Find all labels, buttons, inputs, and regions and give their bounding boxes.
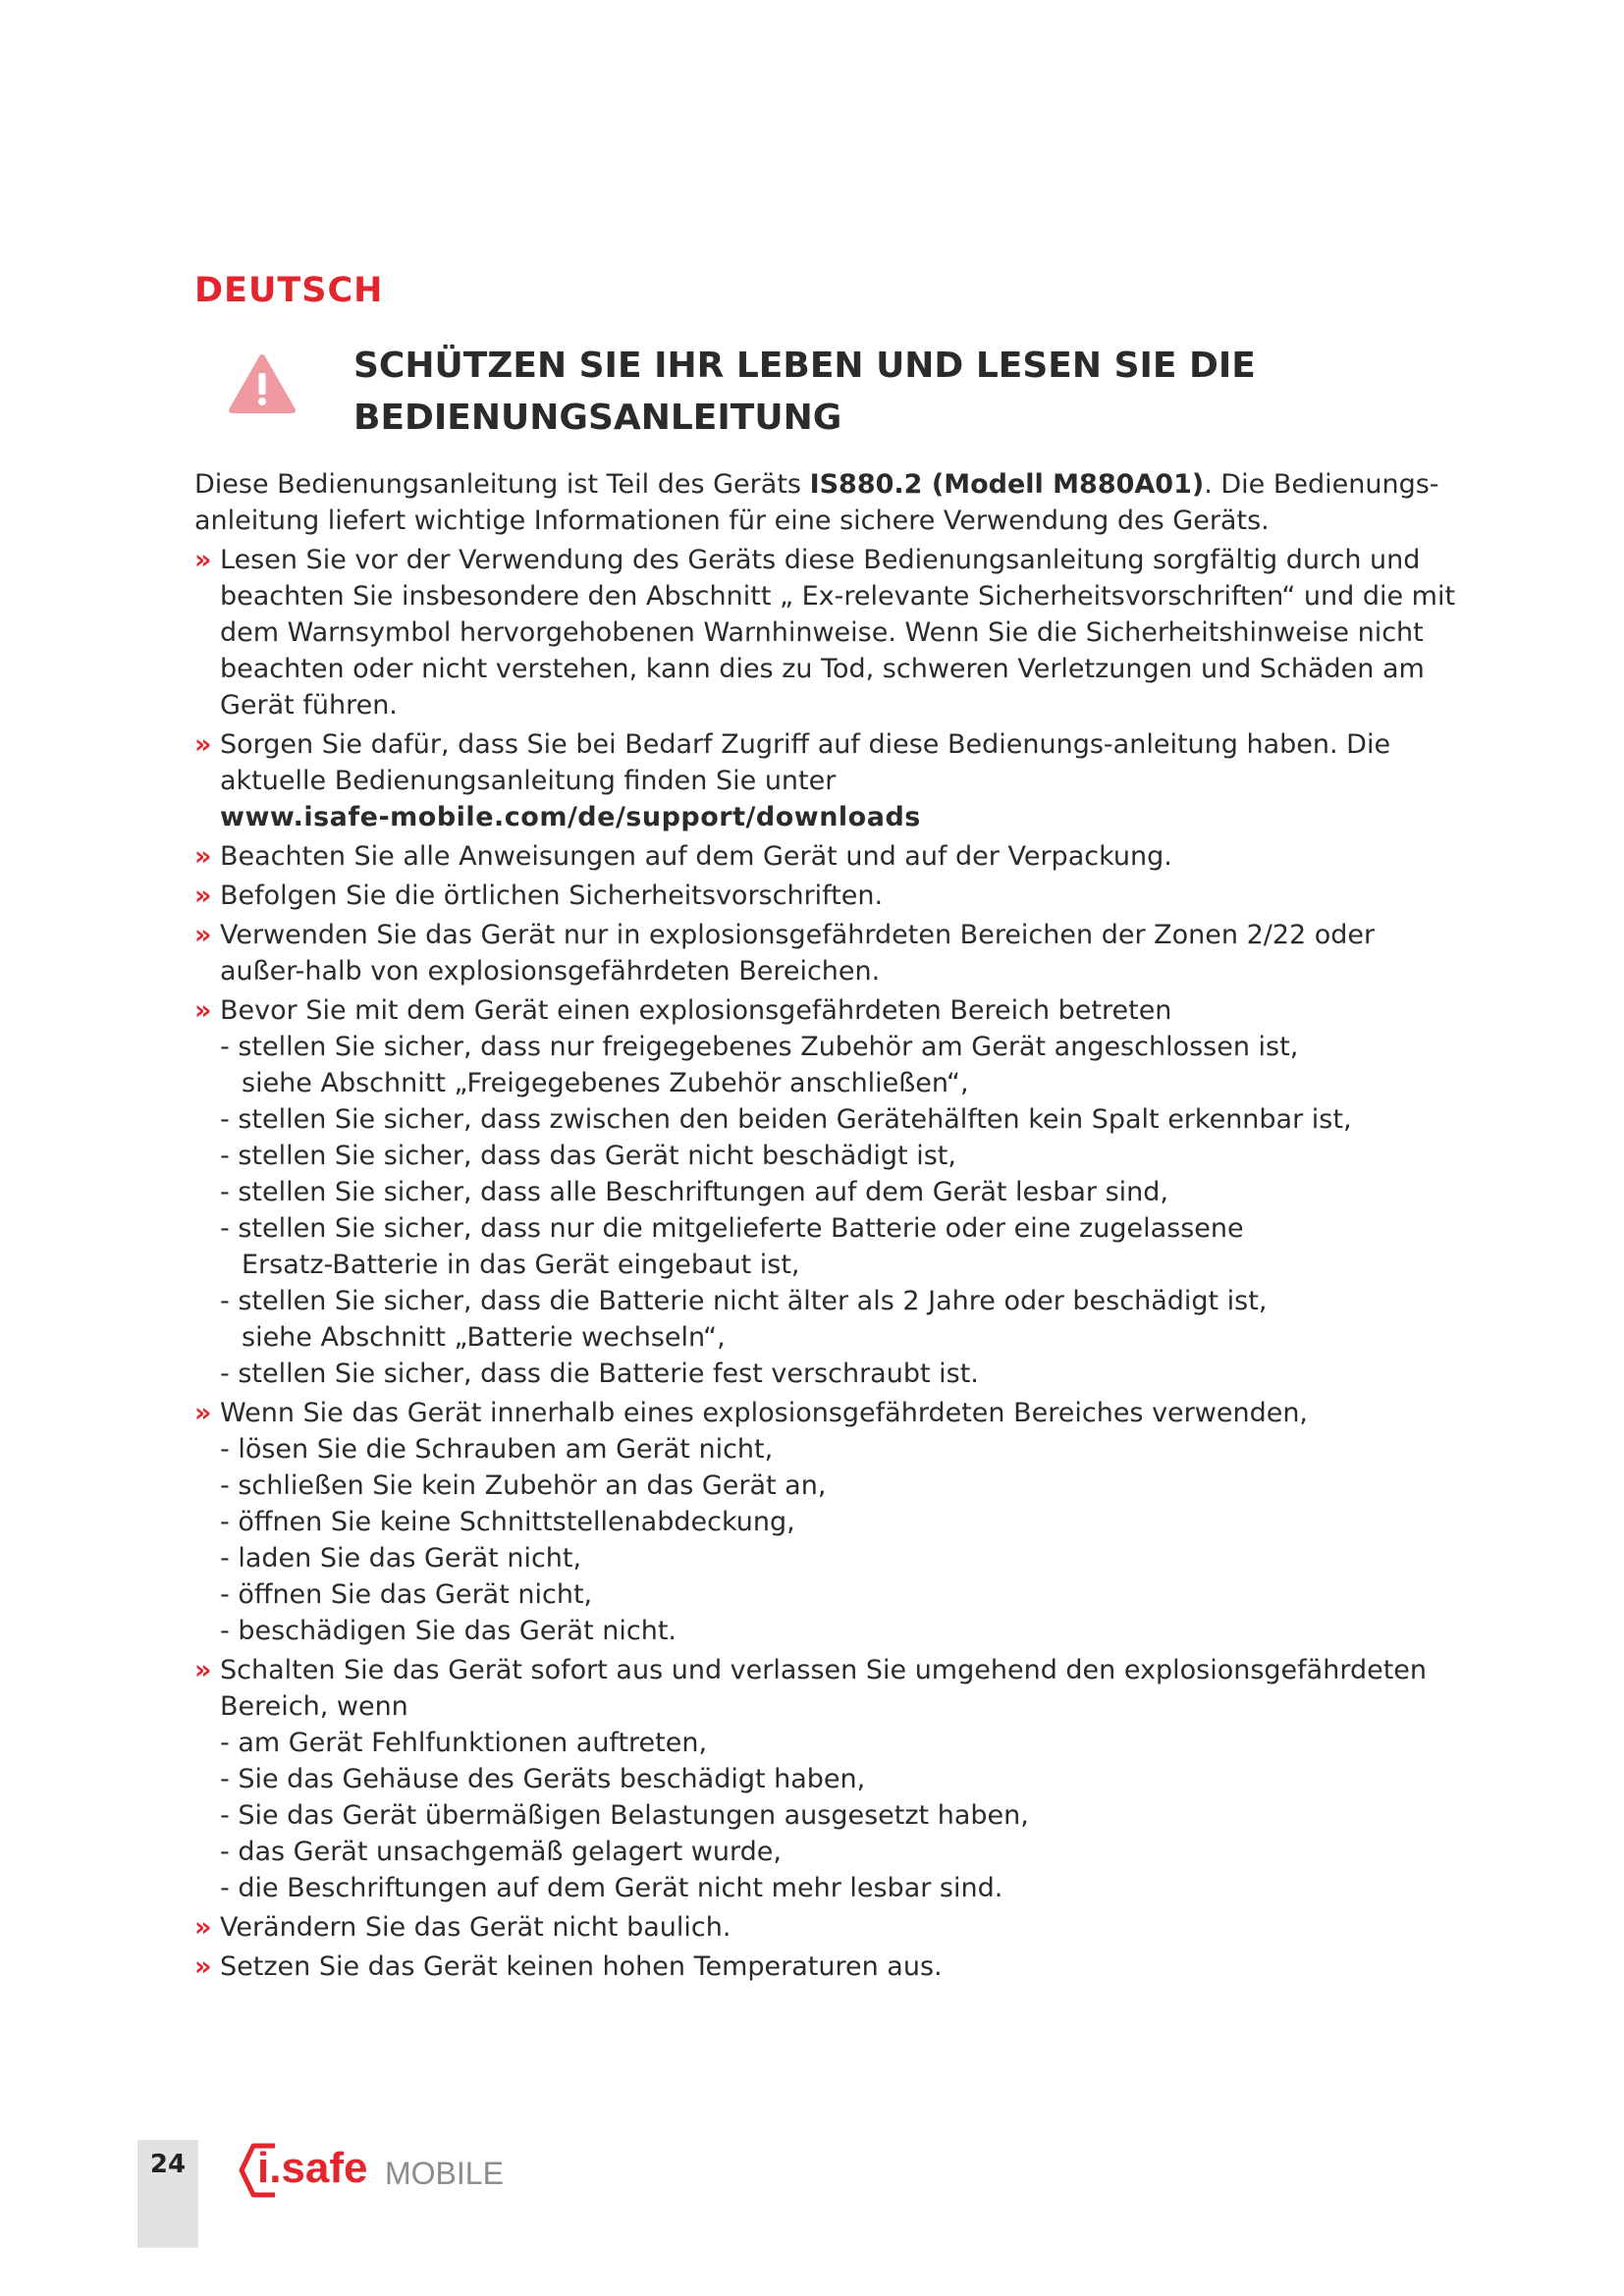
list-item-text: Befolgen Sie die örtlichen Sicherheitsvorschriften. (220, 881, 884, 911)
bullet-marker-icon: » (194, 1655, 212, 1685)
bullet-marker-icon: » (194, 995, 212, 1026)
sub-item: - beschädigen Sie das Gerät nicht. (220, 1616, 677, 1646)
title-line-1: SCHÜTZEN SIE IHR LEBEN UND LESEN SIE DIE (353, 346, 1256, 386)
sub-item-continuation: siehe Abschnitt „Freigegebenes Zubehör anschließen“, (242, 1068, 969, 1098)
sub-item-continuation: Ersatz-Batterie in das Gerät eingebaut ist, (242, 1250, 800, 1280)
bullet-marker-icon: » (194, 1398, 212, 1428)
list-item (194, 917, 1461, 989)
page-number: 24 (149, 2150, 187, 2179)
list-item-lead: Bevor Sie mit dem Gerät einen explosionsgefährdeten Bereich betreten (220, 995, 1172, 1026)
logo-wordmark: i.safe (257, 2144, 368, 2192)
sub-item: - öffnen Sie keine Schnittstellenabdeckung, (220, 1507, 795, 1537)
bullet-marker-icon: » (194, 920, 212, 950)
list-item-text: Beachten Sie alle Anweisungen auf dem Gerät und auf der Verpackung. (220, 841, 1172, 872)
sub-item: - schließen Sie kein Zubehör an das Gerät an, (220, 1470, 827, 1501)
list-item-text: Sorgen Sie dafür, dass Sie bei Bedarf Zugriff auf diese Bedienungs-anleitung haben. Die aktuelle Bedienungsanleitung finden Sie unter (220, 729, 1391, 796)
bullet-marker-icon: » (194, 1951, 212, 1982)
list-item (194, 838, 1461, 875)
downloads-link[interactable]: www.isafe-mobile.com/de/support/downloads (220, 802, 921, 832)
sub-item: - stellen Sie sicher, dass zwischen den beiden Gerätehälften kein Spalt erkennbar ist, (220, 1104, 1352, 1135)
sub-item: - die Beschriftungen auf dem Gerät nicht mehr lesbar sind. (220, 1873, 1003, 1903)
sub-item: - am Gerät Fehlfunktionen auftreten, (220, 1728, 708, 1758)
sub-item: - stellen Sie sicher, dass nur die mitgelieferte Batterie oder eine zugelassene (220, 1213, 1244, 1244)
intro-text: Diese Bedienungsanleitung ist Teil des Geräts (194, 469, 810, 500)
title-line-2: BEDIENUNGSANLEITUNG (353, 398, 842, 438)
intro-text-end: . Die Bedienungs-anleitung liefert wichtige Informationen für eine sichere Verwendung des Geräts. (194, 469, 1439, 536)
bullet-marker-icon: » (194, 729, 212, 760)
list-item-text: Verwenden Sie das Gerät nur in explosionsgefährdeten Bereichen der Zonen 2/22 oder außer-halb von explosionsgefährdeten Bereichen. (220, 920, 1376, 987)
intro-paragraph (194, 466, 1461, 539)
list-item (194, 878, 1461, 914)
list-item (194, 726, 1461, 835)
bullet-marker-icon: » (194, 1912, 212, 1943)
sub-item: - lösen Sie die Schrauben am Gerät nicht, (220, 1434, 774, 1465)
sub-item: - stellen Sie sicher, dass die Batterie fest verschraubt ist. (220, 1359, 979, 1389)
bullet-marker-icon: » (194, 545, 212, 575)
list-item-lead: Schalten Sie das Gerät sofort aus und verlassen Sie umgehend den explosionsgefährdeten Bereich, wenn (220, 1655, 1428, 1722)
sub-item: - das Gerät unsachgemäß gelagert wurde, (220, 1837, 782, 1867)
device-model: IS880.2 (Modell M880A01) (809, 469, 1205, 500)
section-heading: DEUTSCH (194, 271, 384, 310)
list-item-lead: Wenn Sie das Gerät innerhalb eines explosionsgefährdeten Bereiches verwenden, (220, 1398, 1309, 1428)
sub-item: - stellen Sie sicher, dass die Batterie nicht älter als 2 Jahre oder beschädigt ist, (220, 1286, 1268, 1316)
sub-item: - laden Sie das Gerät nicht, (220, 1543, 582, 1574)
list-item (194, 1909, 1461, 1946)
warning-triangle-icon (228, 353, 297, 414)
sub-item: - Sie das Gerät übermäßigen Belastungen ausgesetzt haben, (220, 1800, 1029, 1831)
document-body (194, 466, 1461, 1985)
list-item (194, 1652, 1461, 1906)
page-title (353, 340, 1473, 444)
sub-item: - stellen Sie sicher, dass das Gerät nicht beschädigt ist, (220, 1141, 956, 1171)
bullet-marker-icon: » (194, 841, 212, 872)
list-item-text: Verändern Sie das Gerät nicht baulich. (220, 1912, 731, 1943)
list-item-text: Setzen Sie das Gerät keinen hohen Temperaturen aus. (220, 1951, 943, 1982)
safety-instructions-list (194, 542, 1461, 1985)
sub-item: - Sie das Gehäuse des Geräts beschädigt haben, (220, 1764, 866, 1794)
sub-item: - stellen Sie sicher, dass nur freigegebenes Zubehör am Gerät angeschlossen ist, (220, 1032, 1299, 1062)
logo-subtitle: MOBILE (385, 2156, 504, 2191)
list-item (194, 1395, 1461, 1649)
list-item (194, 1949, 1461, 1985)
sub-item-continuation: siehe Abschnitt „Batterie wechseln“, (242, 1322, 726, 1353)
bullet-marker-icon: » (194, 881, 212, 911)
sub-item: - öffnen Sie das Gerät nicht, (220, 1579, 593, 1610)
list-item (194, 542, 1461, 723)
list-item (194, 992, 1461, 1392)
sub-item: - stellen Sie sicher, dass alle Beschriftungen auf dem Gerät lesbar sind, (220, 1177, 1169, 1207)
list-item-text: Lesen Sie vor der Verwendung des Geräts diese Bedienungsanleitung sorgfältig durch und beachten Sie insbesondere den Abschnitt „ Ex-relevante Sicherheitsvorschriften“ und die mit dem Warnsymbol hervorgehobenen Warnhinweise. Wenn Sie die Sicherheitshinweise nicht beachten oder nicht verstehen, kann dies zu Tod, schweren Verletzungen und Schäden am Gerät führen. (220, 545, 1456, 721)
